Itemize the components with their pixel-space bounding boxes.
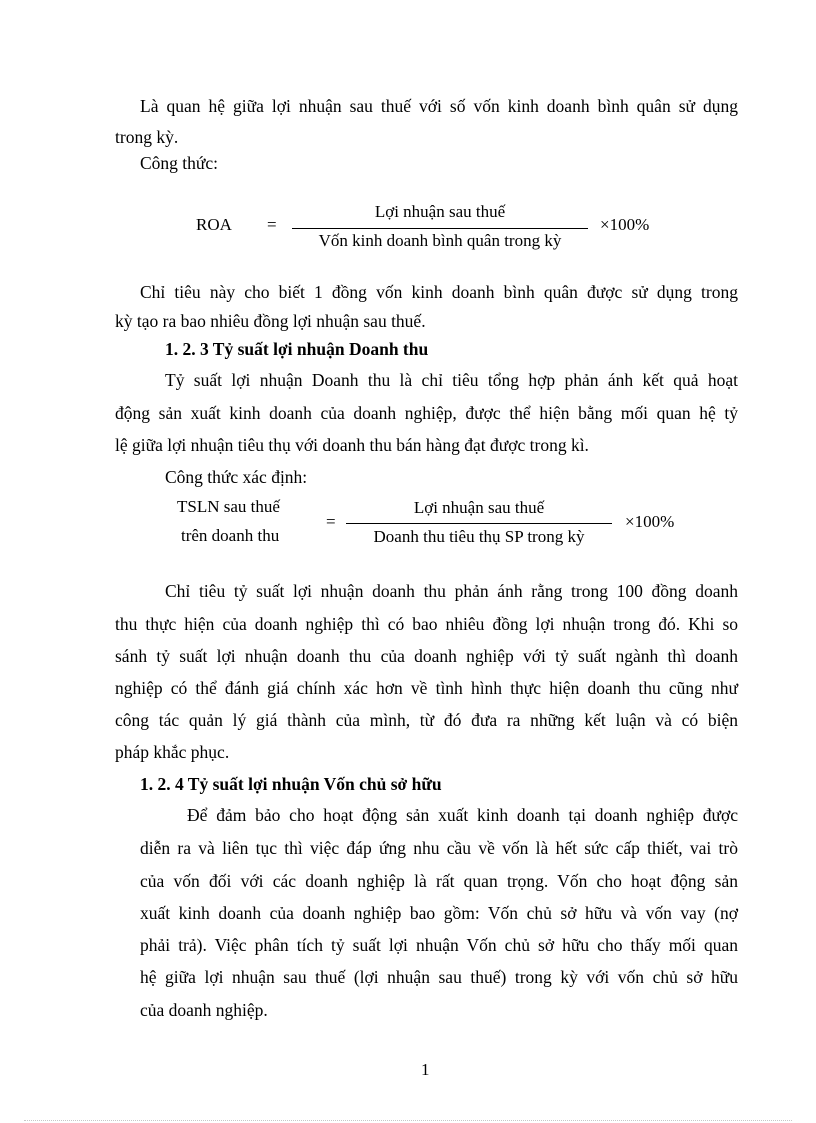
formula-lhs-line: trên doanh thu xyxy=(181,526,280,545)
fraction-denominator: Doanh thu tiêu thụ SP trong kỳ xyxy=(373,527,585,546)
paragraph-line: Tỷ suất lợi nhuận Doanh thu là chỉ tiêu tổng hợp phản ánh kết quả hoạt xyxy=(165,370,738,390)
paragraph-line: xuất kinh doanh của doanh nghiệp bao gồm: Vốn chủ sở hữu và vốn vay (nợ xyxy=(140,903,738,923)
paragraph-line: phải trả). Việc phân tích tỷ suất lợi nhuận Vốn chủ sở hữu cho thấy mối quan xyxy=(140,935,738,955)
formula-lhs: ROA xyxy=(196,215,232,234)
paragraph-line: Chỉ tiêu này cho biết 1 đồng vốn kinh doanh bình quân được sử dụng trong xyxy=(140,282,738,302)
fraction-bar xyxy=(346,523,612,524)
paragraph-line: sánh tỷ suất lợi nhuận doanh thu của doanh nghiệp với tỷ suất ngành thì doanh xyxy=(115,646,738,666)
paragraph-line: động sản xuất kinh doanh của doanh nghiệp, được thể hiện bằng mối quan hệ tỷ xyxy=(115,403,738,423)
section-heading: 1. 2. 3 Tỷ suất lợi nhuận Doanh thu xyxy=(165,339,429,359)
section-heading: 1. 2. 4 Tỷ suất lợi nhuận Vốn chủ sở hữu xyxy=(140,774,442,794)
page-bottom-divider xyxy=(24,1120,792,1121)
fraction-denominator: Vốn kinh doanh bình quân trong kỳ xyxy=(318,231,562,250)
multiplier: ×100% xyxy=(625,512,675,531)
page-number: 1 xyxy=(421,1060,430,1079)
paragraph-line: Là quan hệ giữa lợi nhuận sau thuế với số vốn kinh doanh bình quân sử dụng xyxy=(140,96,738,116)
multiplier: ×100% xyxy=(600,215,650,234)
paragraph-line: của doanh nghiệp. xyxy=(140,1000,268,1020)
paragraph-line: lệ giữa lợi nhuận tiêu thụ với doanh thu bán hàng đạt được trong kì. xyxy=(115,435,589,455)
fraction-numerator: Lợi nhuận sau thuế xyxy=(413,498,545,517)
paragraph-line: kỳ tạo ra bao nhiêu đồng lợi nhuận sau thuế. xyxy=(115,311,426,331)
paragraph-line: nghiệp có thể đánh giá chính xác hơn về tình hình thực hiện doanh thu cũng như xyxy=(115,678,738,698)
paragraph-line: hệ giữa lợi nhuận sau thuế (lợi nhuận sau thuế) trong kỳ với vốn chủ sở hữu xyxy=(140,967,738,987)
formula-label: Công thức: xyxy=(140,153,219,173)
paragraph-line: của vốn đối với các doanh nghiệp là rất quan trọng. Vốn cho hoạt động sản xyxy=(140,871,738,891)
equals-sign: = xyxy=(326,512,336,531)
paragraph-line: trong kỳ. xyxy=(115,127,179,147)
equals-sign: = xyxy=(267,215,277,234)
paragraph-line: thu thực hiện của doanh nghiệp thì có bao nhiêu đồng lợi nhuận trong đó. Khi so xyxy=(115,614,738,634)
paragraph-line: diễn ra và liên tục thì việc đáp ứng nhu cầu về vốn là hết sức cấp thiết, vai trò xyxy=(140,838,738,858)
formula-lhs-line: TSLN sau thuế xyxy=(177,497,280,516)
paragraph-line: công tác quản lý giá thành của mình, từ đó đưa ra những kết luận và có biện xyxy=(115,710,738,730)
formula-label: Công thức xác định: xyxy=(165,467,308,487)
paragraph-line: Chỉ tiêu tỷ suất lợi nhuận doanh thu phản ánh rằng trong 100 đồng doanh xyxy=(165,581,738,601)
fraction-bar xyxy=(292,228,588,229)
fraction-numerator: Lợi nhuận sau thuế xyxy=(374,202,506,221)
paragraph-line: pháp khắc phục. xyxy=(115,742,230,762)
paragraph-line: Để đảm bảo cho hoạt động sản xuất kinh doanh tại doanh nghiệp được xyxy=(187,805,738,825)
